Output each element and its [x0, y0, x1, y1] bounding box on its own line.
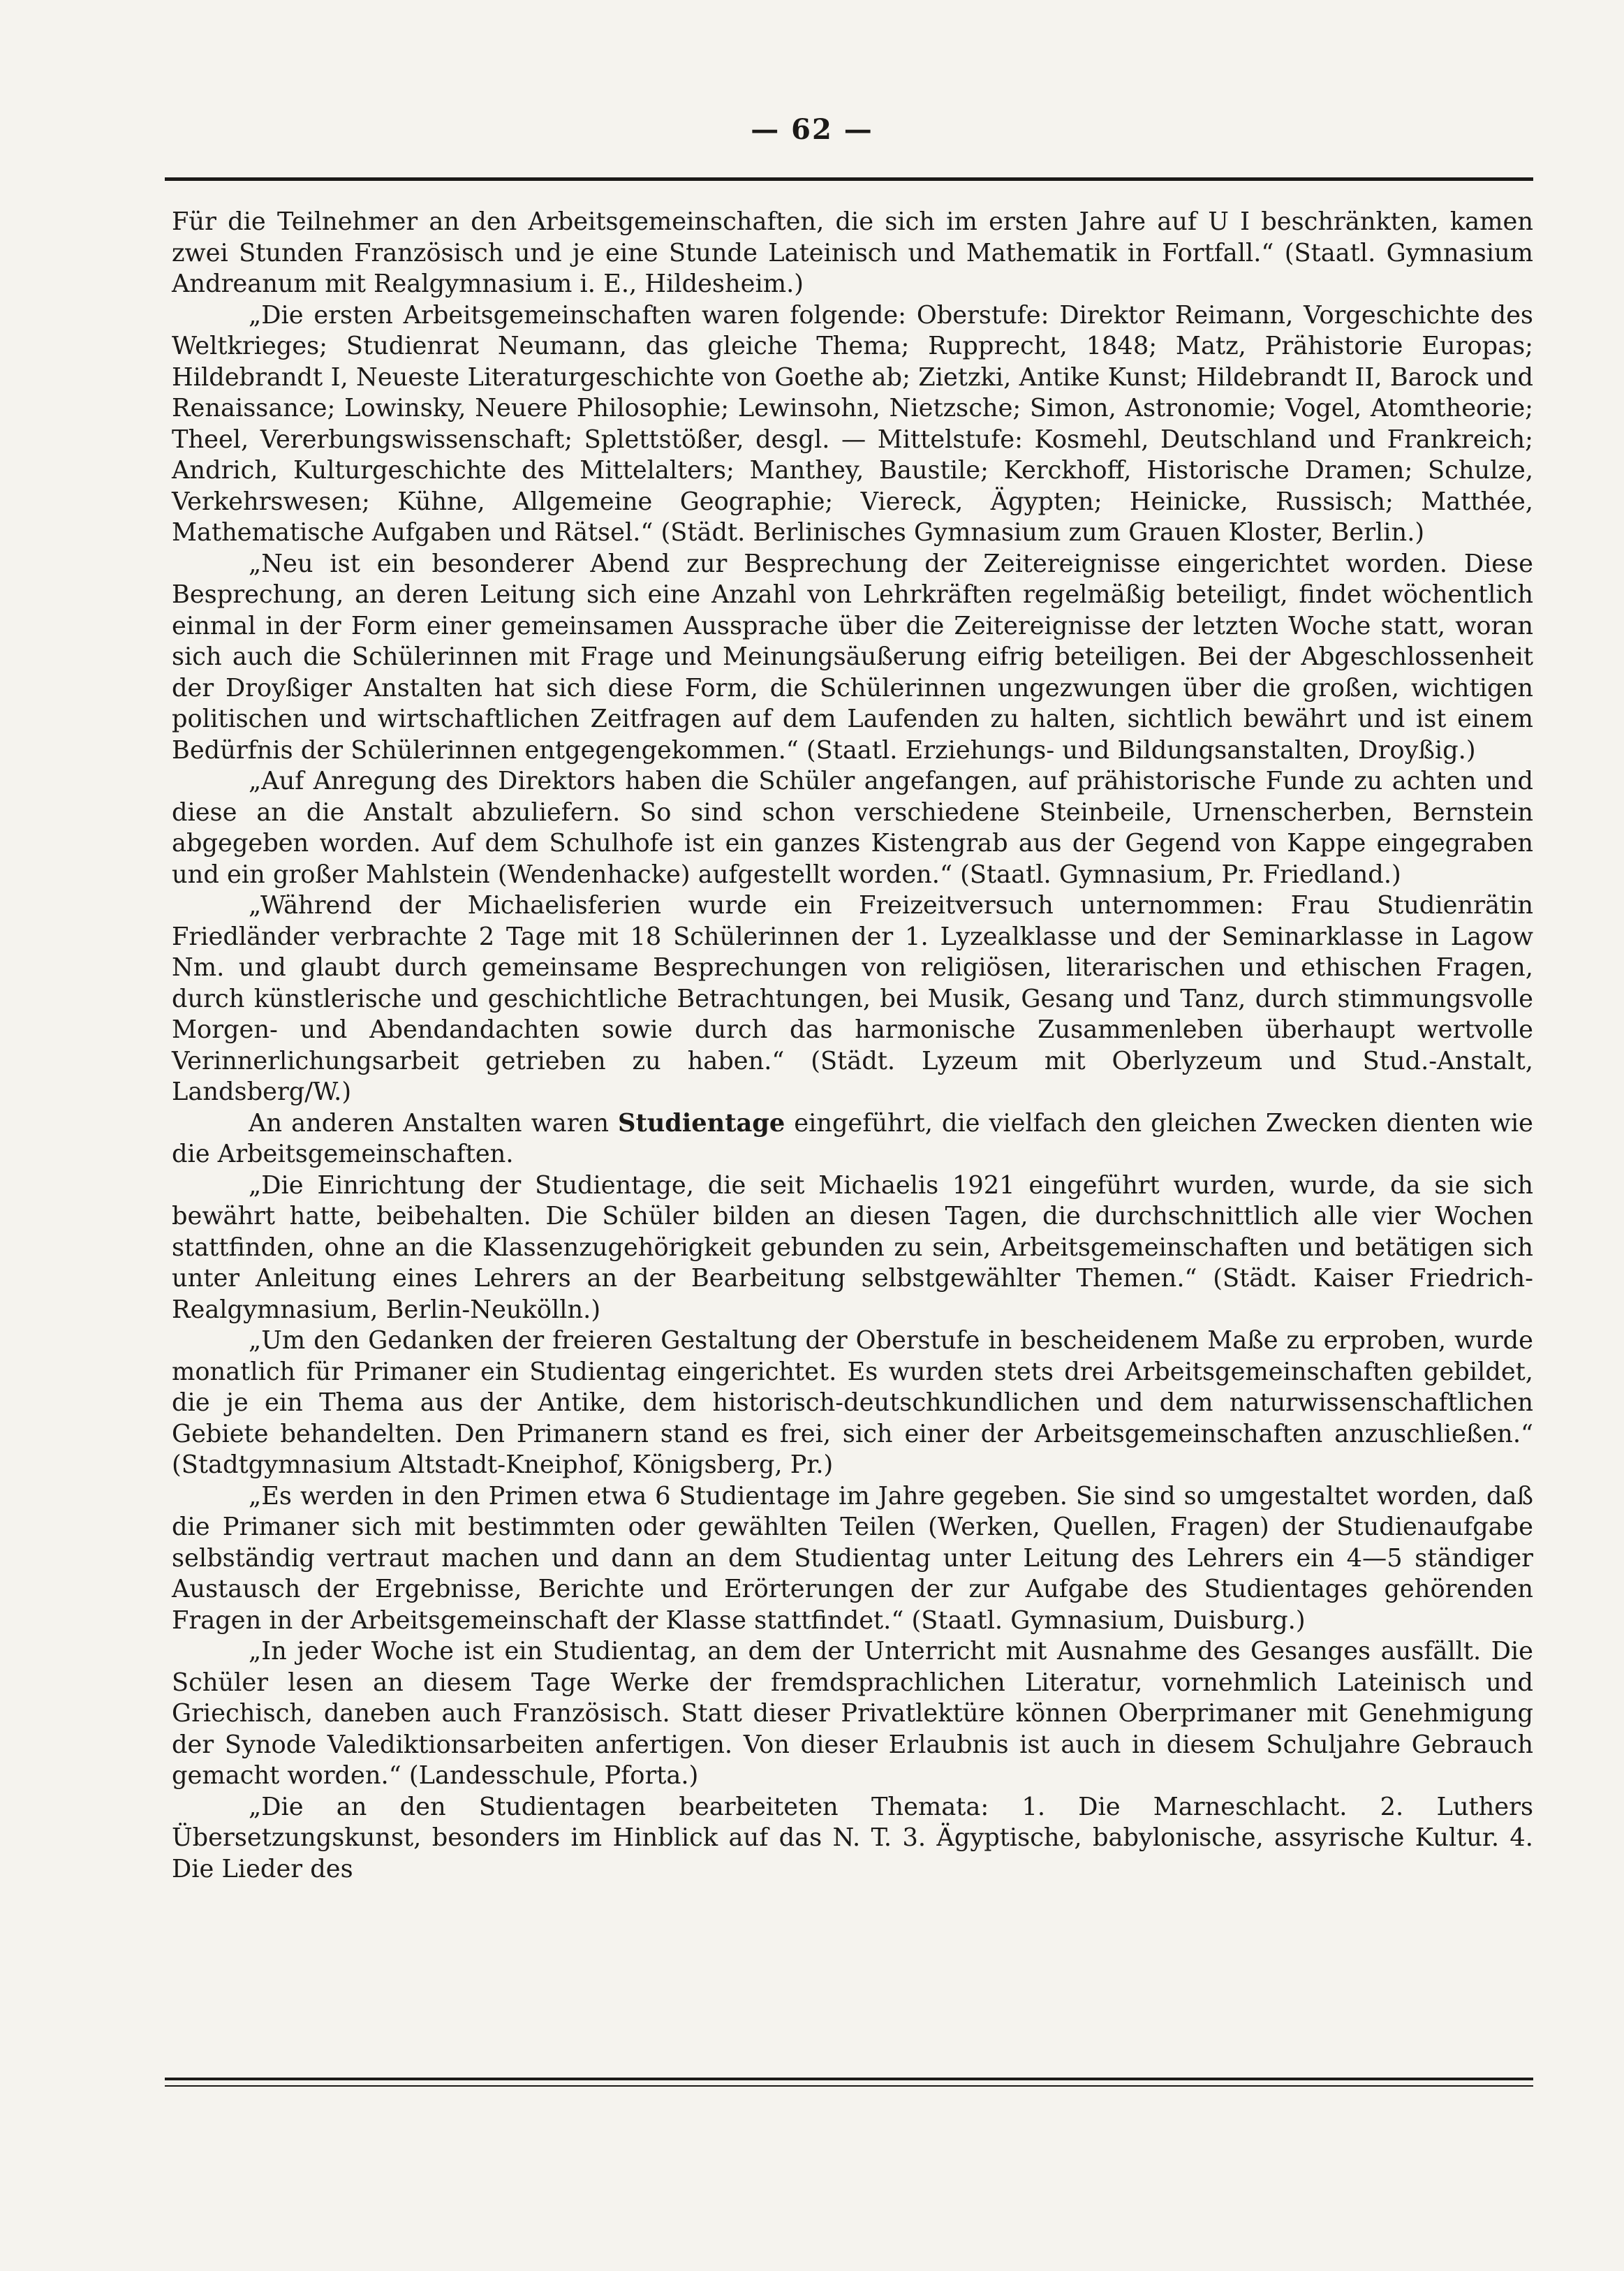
footer-rule-thin: [165, 2085, 1533, 2087]
studientage-text-before: An anderen Anstalten waren: [249, 1108, 619, 1138]
body-text: [172, 207, 1533, 1885]
paragraph-3: „Neu ist ein besonderer Abend zur Besprechung der Zeitereignisse eingerichtet worden. Diese Besprechung, an deren Leitung sich eine Anzahl von Lehrkräften regelmäßig beteiligt, findet wöchentlich einmal in der Form einer gemeinsamen Aussprache über die Zeitereignisse der letzten Woche statt, woran sich auch die Schülerinnen mit Frage und Meinungsäußerung eifrig beteiligen. Bei der Abgeschlossenheit der Droyßiger Anstalten hat sich diese Form, die Schülerinnen ungezwungen über die großen, wichtigen politischen und wirtschaftlichen Zeitfragen auf dem Laufenden zu halten, sichtlich bewährt und ist einem Bedürfnis der Schülerinnen entgegengekommen.“ (Staatl. Erziehungs- und Bildungsanstalten, Droyßig.): [172, 549, 1533, 765]
paragraph-2: „Die ersten Arbeitsgemeinschaften waren folgende: Oberstufe: Direktor Reimann, Vorgeschichte des Weltkrieges; Studienrat Neumann, das gleiche Thema; Rupprecht, 1848; Matz, Prähistorie Europas; Hildebrandt I, Neueste Literaturgeschichte von Goethe ab; Zietzki, Antike Kunst; Hildebrandt II, Barock und Renaissance; Lowinsky, Neuere Philosophie; Lewinsohn, Nietzsche; Simon, Astronomie; Vogel, Atomtheorie; Theel, Vererbungswissenschaft; Splettstößer, desgl. — Mittelstufe: Kosmehl, Deutschland und Frankreich; Andrich, Kulturgeschichte des Mittelalters; Manthey, Baustile; Kerckhoff, Historische Dramen; Schulze, Verkehrswesen; Kühne, Allgemeine Geographie; Viereck, Ägypten; Heinicke, Russisch; Matthée, Mathematische Aufgaben und Rätsel.“ (Städt. Berlinisches Gymnasium zum Grauen Kloster, Berlin.): [172, 300, 1533, 547]
studientage-highlight: Studientage: [618, 1108, 785, 1138]
paragraph-1: Für die Teilnehmer an den Arbeitsgemeinschaften, die sich im ersten Jahre auf U I beschränkten, kamen zwei Stunden Französisch und je eine Stunde Lateinisch und Mathematik in Fortfall.“ (Staatl. Gymnasium Andreanum mit Realgymnasium i. E., Hildesheim.): [172, 207, 1533, 298]
paragraph-10: „In jeder Woche ist ein Studientag, an dem der Unterricht mit Ausnahme des Gesanges ausfällt. Die Schüler lesen an diesem Tage Werke der fremdsprachlichen Literatur, vornehmlich Lateinisch und Griechisch, daneben auch Französisch. Statt dieser Privatlektüre können Oberprimaner mit Genehmigung der Synode Valediktionsarbeiten anfertigen. Von dieser Erlaubnis ist auch in diesem Schuljahre Gebrauch gemacht worden.“ (Landesschule, Pforta.): [172, 1637, 1533, 1790]
paragraph-studientage: [172, 1108, 1533, 1170]
paragraph-7: „Die Einrichtung der Studientage, die seit Michaelis 1921 eingeführt wurden, wurde, da sie sich bewährt hatte, beibehalten. Die Schüler bilden an diesen Tagen, die durchschnittlich alle vier Wochen stattfinden, ohne an die Klassenzugehörigkeit gebunden zu sein, Arbeitsgemeinschaften und betätigen sich unter Anleitung eines Lehrers an der Bearbeitung selbstgewählter Themen.“ (Städt. Kaiser Friedrich-Realgymnasium, Berlin-Neukölln.): [172, 1170, 1533, 1324]
paragraph-8: „Um den Gedanken der freieren Gestaltung der Oberstufe in bescheidenem Maße zu erproben, wurde monatlich für Primaner ein Studientag eingerichtet. Es wurden stets drei Arbeitsgemeinschaften gebildet, die je ein Thema aus der Antike, dem historisch-deutschkundlichen und dem naturwissenschaftlichen Gebiete behandelten. Den Primanern stand es frei, sich einer der Arbeitsgemeinschaften anzuschließen.“ (Stadtgymnasium Altstadt-Kneiphof, Königsberg, Pr.): [172, 1326, 1533, 1479]
footer-rule-thick: [165, 2078, 1533, 2080]
paragraph-4: „Auf Anregung des Direktors haben die Schüler angefangen, auf prähistorische Funde zu achten und diese an die Anstalt abzuliefern. So sind schon verschiedene Steinbeile, Urnenscherben, Bernstein abgegeben worden. Auf dem Schulhofe ist ein ganzes Kistengrab aus der Gegend von Kappe eingegraben und ein großer Mahlstein (Wendenhacke) aufgestellt worden.“ (Staatl. Gymnasium, Pr. Friedland.): [172, 767, 1533, 889]
page-number: — 62 —: [751, 113, 873, 146]
header-rule: [165, 177, 1533, 181]
paragraph-9: „Es werden in den Primen etwa 6 Studientage im Jahre gegeben. Sie sind so umgestaltet worden, daß die Primaner sich mit bestimmten oder gewählten Teilen (Werken, Quellen, Fragen) der Studienaufgabe selbständig vertraut machen und dann an dem Studientag unter Leitung des Lehrers ein 4—5 ständiger Austausch der Ergebnisse, Berichte und Erörterungen der zur Aufgabe des Studientages gehörenden Fragen in der Arbeitsgemeinschaft der Klasse stattfindet.“ (Staatl. Gymnasium, Duisburg.): [172, 1481, 1533, 1635]
paragraph-5: „Während der Michaelisferien wurde ein Freizeitversuch unternommen: Frau Studienrätin Friedländer verbrachte 2 Tage mit 18 Schülerinnen der 1. Lyzealklasse und der Seminarklasse in Lagow Nm. und glaubt durch gemeinsame Besprechungen von religiösen, literarischen und ethischen Fragen, durch künstlerische und geschichtliche Betrachtungen, bei Musik, Gesang und Tanz, durch stimmungsvolle Morgen- und Abendandachten sowie durch das harmonische Zusammenleben überhaupt wertvolle Verinnerlichungsarbeit getrieben zu haben.“ (Städt. Lyzeum mit Oberlyzeum und Stud.-Anstalt, Landsberg/W.): [172, 891, 1533, 1106]
studientage-text-after: eingeführt, die vielfach den gleichen Zwecken dienten wie die Arbeitsgemeinschaften.: [172, 1108, 1533, 1168]
paragraph-11: „Die an den Studientagen bearbeiteten Themata: 1. Die Marneschlacht. 2. Luthers Übersetzungskunst, besonders im Hinblick auf das N. T. 3. Ägyptische, babylonische, assyrische Kultur. 4. Die Lieder des: [172, 1792, 1533, 1883]
